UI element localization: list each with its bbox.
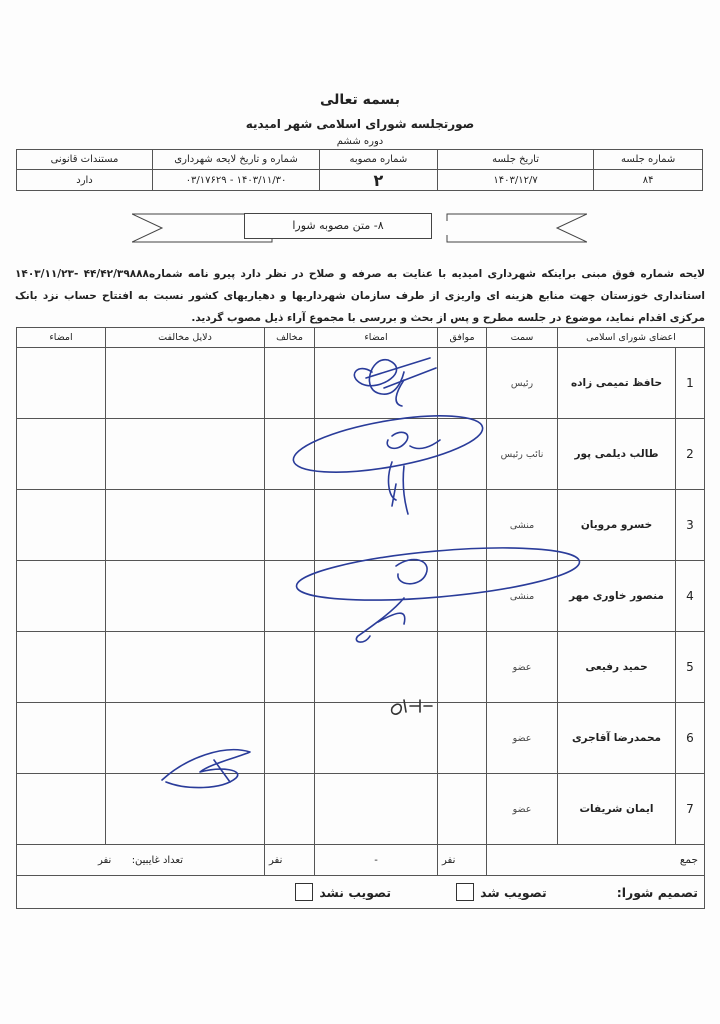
member-name: حمید رفیعی [558, 632, 676, 703]
oppose-cell [265, 703, 315, 774]
label-session-no: شماره جلسه [594, 150, 703, 170]
totals-row [17, 845, 705, 876]
rejected-label: تصویب نشد [319, 884, 392, 900]
signature-cell [315, 632, 438, 703]
agree-total: نفر [438, 845, 487, 876]
invocation: بسمه تعالی [319, 92, 401, 108]
member-number: 2 [676, 419, 705, 490]
member-name: ایمان شریفات [558, 774, 676, 845]
member-row [17, 490, 705, 561]
absent-label: تعداد غایبین: [131, 854, 184, 866]
member-name: خسرو مرویان [558, 490, 676, 561]
signature-cell [315, 561, 438, 632]
agree-cell [438, 490, 487, 561]
reasons-cell [106, 632, 265, 703]
oppose-cell [265, 348, 315, 419]
header-position: سمت [487, 328, 558, 348]
member-name: محمدرضا آقاجری [558, 703, 676, 774]
header-oppose: مخالف [265, 328, 315, 348]
value-legal-docs: دارد [17, 170, 153, 191]
resolution-text: لایحه شماره فوق مبنی براینکه شهرداری امیدیه با عنایت به صرفه و صلاح در نظر دارد پیرو نامه شماره۴۴/۴۲/۳۹۸۸۸ -۱۴۰۳/۱۱/۲۳ استانداری خوزستان جهت منابع هزینه ای واریزی از طرف سازمان شهرداریها و دهیاریهای کشور نسبت به افتتاح حساب نزد بانک مرکزی اقدام نماید، موضوع در جلسه مطرح و پس از بحث و بررسی با مجموع آراء ذیل مصوب گردید. [15, 268, 705, 324]
member-number: 4 [676, 561, 705, 632]
approved-label: تصویب شد [480, 884, 547, 900]
council-term: دوره ششم [336, 136, 384, 147]
agree-cell [438, 561, 487, 632]
decision-label: تصمیم شورا: [616, 884, 698, 900]
member-role: منشی [487, 561, 558, 632]
reasons-cell [106, 419, 265, 490]
oppose-cell [265, 632, 315, 703]
member-row [17, 348, 705, 419]
signature2-cell [17, 419, 106, 490]
signature2-cell [17, 632, 106, 703]
member-role: عضو [487, 703, 558, 774]
member-role: عضو [487, 774, 558, 845]
approved-checkbox[interactable] [456, 883, 474, 901]
absent-count [17, 845, 265, 876]
member-number: 5 [676, 632, 705, 703]
oppose-cell [265, 419, 315, 490]
header-oppose-reasons: دلایل مخالفت [106, 328, 265, 348]
agree-cell [438, 703, 487, 774]
section-title: ۸- متن مصوبه شورا [244, 213, 432, 239]
oppose-dash: - [315, 845, 438, 876]
header-agree: موافق [438, 328, 487, 348]
member-role: نائب رئیس [487, 419, 558, 490]
agree-cell [438, 348, 487, 419]
member-role: عضو [487, 632, 558, 703]
rejected-checkbox[interactable] [295, 883, 313, 901]
header-members: اعضای شورای اسلامی [558, 328, 705, 348]
oppose-cell [265, 774, 315, 845]
member-row [17, 419, 705, 490]
reasons-cell [106, 561, 265, 632]
value-session-date: ۱۴۰۳/۱۲/۷ [437, 170, 594, 191]
oppose-cell [265, 490, 315, 561]
member-row [17, 632, 705, 703]
value-resolution-no: ۲ [320, 170, 438, 191]
member-row [17, 774, 705, 845]
reasons-cell [106, 490, 265, 561]
value-session-no: ۸۴ [594, 170, 703, 191]
absent-unit: نفر [97, 854, 112, 866]
document-title: صورتجلسه شورای اسلامی شهر امیدیه [245, 117, 475, 131]
reasons-cell [106, 348, 265, 419]
member-row [17, 561, 705, 632]
agree-cell [438, 774, 487, 845]
signature-cell [315, 774, 438, 845]
label-resolution-no: شماره مصوبه [320, 150, 438, 170]
member-number: 3 [676, 490, 705, 561]
decision-row [17, 876, 705, 909]
member-name: حافظ تمیمی زاده [558, 348, 676, 419]
member-row [17, 703, 705, 774]
member-number: 1 [676, 348, 705, 419]
label-legal-docs: مستندات قانونی [17, 150, 153, 170]
signature2-cell [17, 774, 106, 845]
member-role: منشی [487, 490, 558, 561]
signature-cell [315, 490, 438, 561]
member-number: 7 [676, 774, 705, 845]
voting-table [16, 327, 705, 909]
oppose-cell [265, 561, 315, 632]
signature-cell [315, 703, 438, 774]
signature2-cell [17, 348, 106, 419]
label-bill-ref: شماره و تاریخ لایحه شهرداری [153, 150, 320, 170]
label-session-date: تاریخ جلسه [437, 150, 594, 170]
totals-label: جمع [487, 845, 705, 876]
agree-cell [438, 632, 487, 703]
decision-cell [17, 876, 705, 909]
member-number: 6 [676, 703, 705, 774]
member-role: رئیس [487, 348, 558, 419]
signature2-cell [17, 561, 106, 632]
member-name: طالب دیلمی پور [558, 419, 676, 490]
oppose-total: نفر [265, 845, 315, 876]
signature2-cell [17, 703, 106, 774]
agree-cell [438, 419, 487, 490]
header-signature-2: امضاء [17, 328, 106, 348]
value-bill-ref: ۱۴۰۳/۱۱/۳۰ - ۰۳/۱۷۶۲۹ [153, 170, 320, 191]
reasons-cell [106, 774, 265, 845]
reasons-cell [106, 703, 265, 774]
signature2-cell [17, 490, 106, 561]
signature-cell [315, 419, 438, 490]
member-name: منصور خاوری مهر [558, 561, 676, 632]
session-info-table [16, 149, 703, 191]
header-signature: امضاء [315, 328, 438, 348]
signature-cell [315, 348, 438, 419]
